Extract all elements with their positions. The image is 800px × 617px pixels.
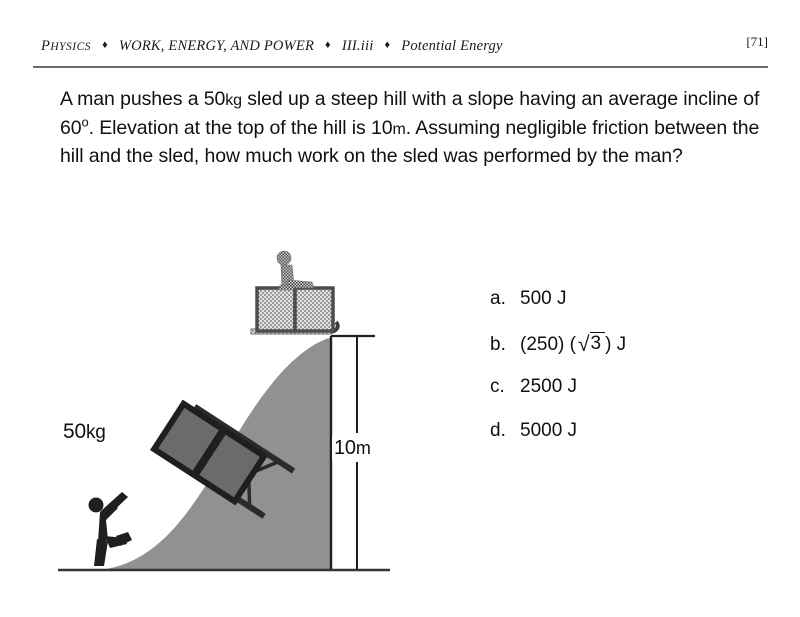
answer-choices — [490, 288, 750, 464]
man-on-crate-figure — [277, 251, 314, 290]
question-line-1-part-a: A man pushes a 50 — [60, 88, 226, 110]
question-line-3: friction between the hill and the sled, how much work on the sled was — [60, 116, 760, 167]
breadcrumb-item-subject: PHYSICS — [41, 38, 92, 54]
breadcrumb — [41, 38, 503, 55]
choice-c-value: 2500 J — [520, 376, 578, 397]
radical-icon: √ — [577, 333, 590, 356]
question-line-2-part-a: incline of 60 — [60, 88, 760, 139]
height-value: 10 — [334, 437, 356, 459]
breadcrumb-separator-3: ♦ — [384, 39, 391, 51]
breadcrumb-separator-2: ♦ — [325, 39, 331, 51]
header-divider — [33, 66, 768, 68]
choice-d-letter: d. — [490, 420, 506, 441]
man-pushing-figure — [89, 492, 133, 566]
height-unit: m — [355, 438, 371, 458]
page-header — [33, 34, 768, 68]
question-mass-unit: kg — [225, 92, 242, 109]
breadcrumb-item-section: III.iii — [341, 38, 374, 54]
physics-diagram — [50, 240, 400, 585]
choice-d[interactable] — [490, 420, 750, 464]
choice-c[interactable] — [490, 376, 750, 420]
choice-c-letter: c. — [490, 376, 505, 397]
degree-symbol: o — [81, 114, 89, 129]
breadcrumb-item-unit: WORK, ENERGY, AND POWER — [118, 38, 315, 54]
choice-b-suffix: ) J — [605, 334, 627, 355]
breadcrumb-item-topic: Potential Energy — [401, 38, 503, 54]
question-line-2-part-b: . Elevation at the top of the hill is 10 — [88, 116, 393, 139]
choice-b-letter: b. — [490, 334, 506, 355]
mass-unit: kg — [85, 422, 106, 443]
choice-b-prefix: (250) ( — [520, 334, 576, 355]
choice-b-radicand: 3 — [590, 332, 606, 355]
choice-a[interactable] — [490, 288, 750, 332]
breadcrumb-separator-1: ♦ — [102, 39, 108, 51]
mass-label — [63, 420, 106, 444]
top-crate — [257, 288, 333, 331]
square-root-expression — [576, 332, 605, 356]
choice-b[interactable] — [490, 332, 750, 376]
question-line-2-part-c: . Assuming negligible — [405, 116, 587, 139]
choice-a-value: 500 J — [520, 288, 567, 309]
question-text — [60, 86, 766, 171]
question-height-unit: m — [392, 120, 406, 138]
question-line-4: performed by the man? — [483, 145, 683, 167]
question-line-1-part-b: sled up a steep hill with a slope having an average — [241, 88, 678, 110]
choice-d-value: 5000 J — [520, 420, 578, 441]
mass-value: 50 — [63, 420, 86, 443]
choice-a-letter: a. — [490, 288, 506, 309]
height-label — [332, 436, 374, 461]
page-number: [71] — [746, 34, 768, 49]
